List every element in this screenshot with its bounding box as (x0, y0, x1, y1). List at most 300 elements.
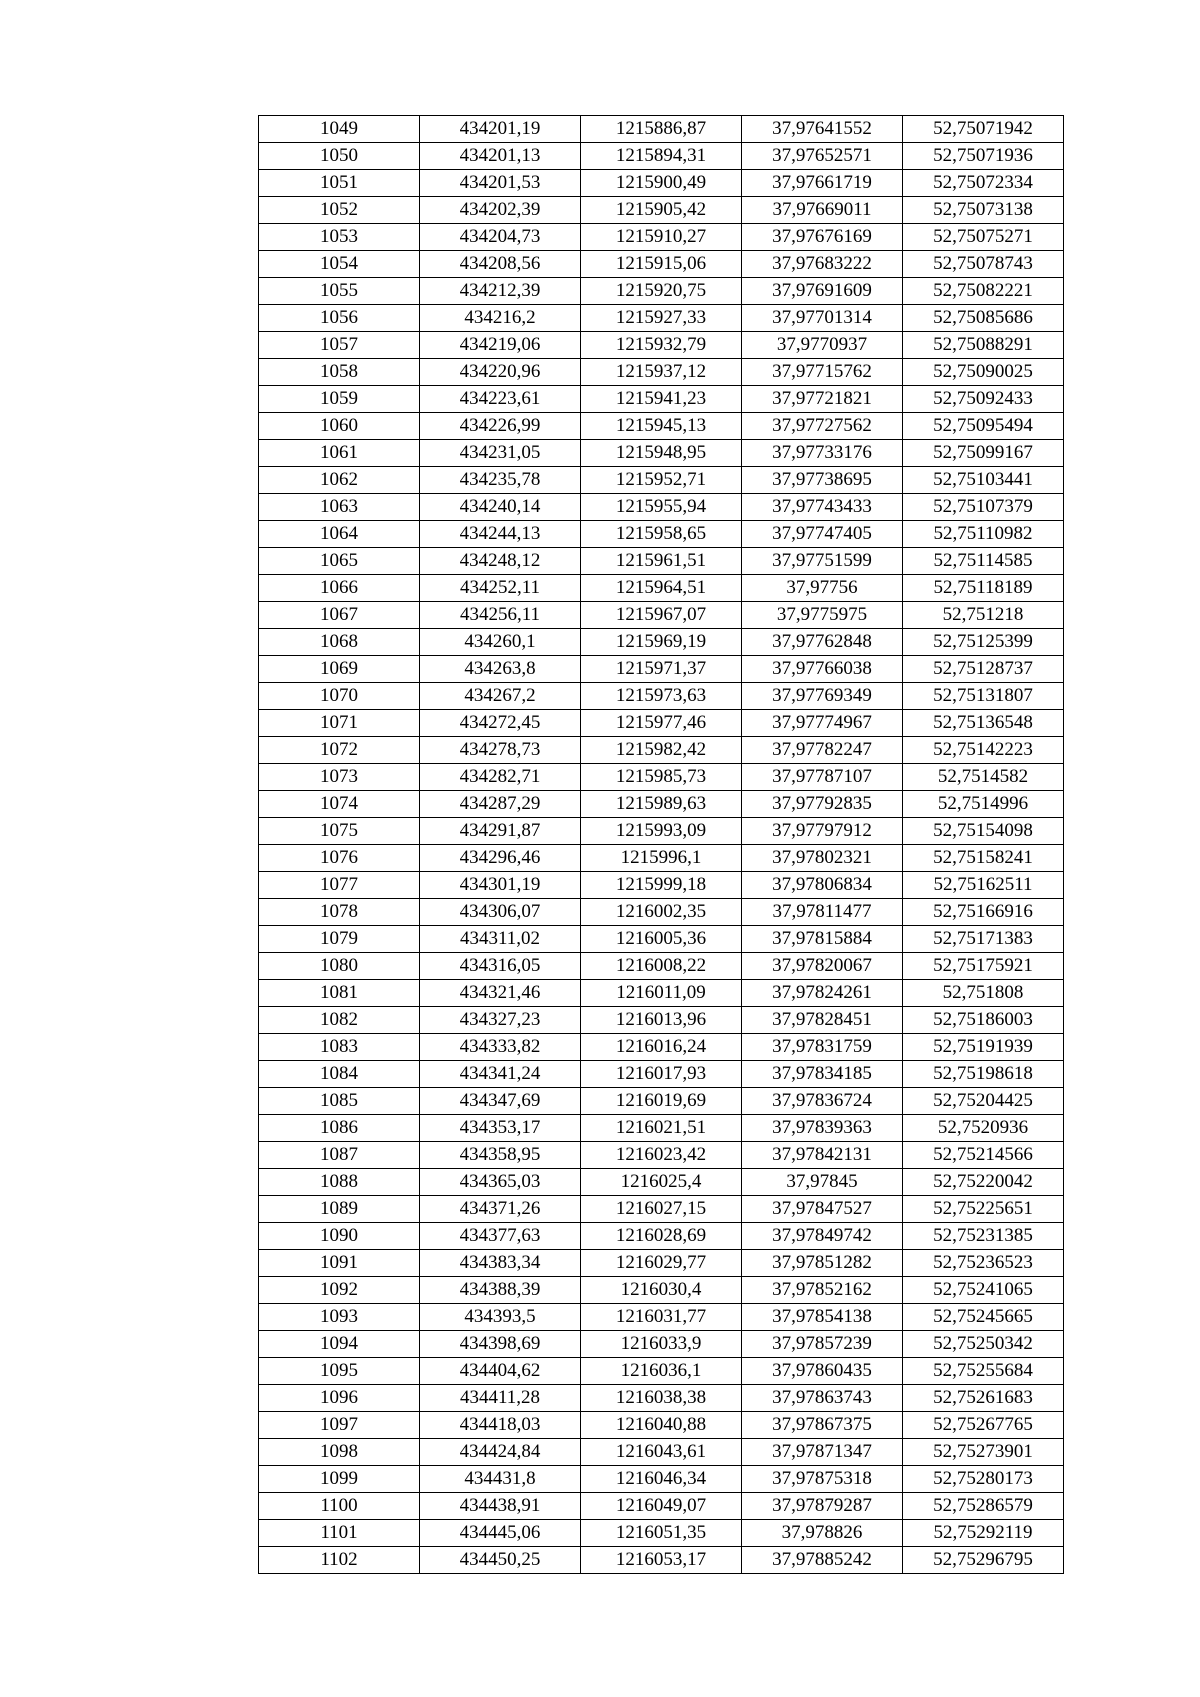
latitude-cell: 37,978826 (742, 1520, 903, 1547)
latitude-cell: 37,97683222 (742, 251, 903, 278)
latitude-cell: 37,97715762 (742, 359, 903, 386)
longitude-cell: 52,75241065 (903, 1277, 1064, 1304)
longitude-cell: 52,75296795 (903, 1547, 1064, 1574)
x-coordinate-cell: 434383,34 (420, 1250, 581, 1277)
latitude-cell: 37,97652571 (742, 143, 903, 170)
point-number-cell: 1079 (259, 926, 420, 953)
y-coordinate-cell: 1216017,93 (581, 1061, 742, 1088)
longitude-cell: 52,75186003 (903, 1007, 1064, 1034)
x-coordinate-cell: 434263,8 (420, 656, 581, 683)
table-row (259, 926, 1064, 953)
x-coordinate-cell: 434365,03 (420, 1169, 581, 1196)
latitude-cell: 37,97852162 (742, 1277, 903, 1304)
point-number-cell: 1081 (259, 980, 420, 1007)
point-number-cell: 1062 (259, 467, 420, 494)
latitude-cell: 37,97661719 (742, 170, 903, 197)
longitude-cell: 52,75171383 (903, 926, 1064, 953)
latitude-cell: 37,97782247 (742, 737, 903, 764)
y-coordinate-cell: 1215977,46 (581, 710, 742, 737)
point-number-cell: 1083 (259, 1034, 420, 1061)
x-coordinate-cell: 434301,19 (420, 872, 581, 899)
table-row (259, 1142, 1064, 1169)
longitude-cell: 52,75214566 (903, 1142, 1064, 1169)
y-coordinate-cell: 1216031,77 (581, 1304, 742, 1331)
table-row (259, 629, 1064, 656)
point-number-cell: 1063 (259, 494, 420, 521)
point-number-cell: 1049 (259, 116, 420, 143)
y-coordinate-cell: 1216040,88 (581, 1412, 742, 1439)
longitude-cell: 52,75273901 (903, 1439, 1064, 1466)
y-coordinate-cell: 1216011,09 (581, 980, 742, 1007)
table-row (259, 170, 1064, 197)
point-number-cell: 1090 (259, 1223, 420, 1250)
y-coordinate-cell: 1215941,23 (581, 386, 742, 413)
point-number-cell: 1053 (259, 224, 420, 251)
point-number-cell: 1055 (259, 278, 420, 305)
table-row (259, 845, 1064, 872)
point-number-cell: 1096 (259, 1385, 420, 1412)
longitude-cell: 52,75090025 (903, 359, 1064, 386)
point-number-cell: 1082 (259, 1007, 420, 1034)
x-coordinate-cell: 434431,8 (420, 1466, 581, 1493)
latitude-cell: 37,97721821 (742, 386, 903, 413)
y-coordinate-cell: 1215993,09 (581, 818, 742, 845)
x-coordinate-cell: 434202,39 (420, 197, 581, 224)
point-number-cell: 1085 (259, 1088, 420, 1115)
x-coordinate-cell: 434347,69 (420, 1088, 581, 1115)
latitude-cell: 37,97879287 (742, 1493, 903, 1520)
latitude-cell: 37,97871347 (742, 1439, 903, 1466)
y-coordinate-cell: 1215982,42 (581, 737, 742, 764)
longitude-cell: 52,75175921 (903, 953, 1064, 980)
table-row (259, 764, 1064, 791)
point-number-cell: 1069 (259, 656, 420, 683)
y-coordinate-cell: 1215886,87 (581, 116, 742, 143)
table-row (259, 1331, 1064, 1358)
point-number-cell: 1077 (259, 872, 420, 899)
y-coordinate-cell: 1216002,35 (581, 899, 742, 926)
x-coordinate-cell: 434226,99 (420, 413, 581, 440)
latitude-cell: 37,97669011 (742, 197, 903, 224)
latitude-cell: 37,97824261 (742, 980, 903, 1007)
latitude-cell: 37,97849742 (742, 1223, 903, 1250)
latitude-cell: 37,9775975 (742, 602, 903, 629)
x-coordinate-cell: 434267,2 (420, 683, 581, 710)
y-coordinate-cell: 1216028,69 (581, 1223, 742, 1250)
table-row (259, 1385, 1064, 1412)
y-coordinate-cell: 1215920,75 (581, 278, 742, 305)
latitude-cell: 37,97676169 (742, 224, 903, 251)
longitude-cell: 52,751808 (903, 980, 1064, 1007)
table-row (259, 521, 1064, 548)
y-coordinate-cell: 1216038,38 (581, 1385, 742, 1412)
x-coordinate-cell: 434201,13 (420, 143, 581, 170)
point-number-cell: 1080 (259, 953, 420, 980)
y-coordinate-cell: 1215973,63 (581, 683, 742, 710)
point-number-cell: 1094 (259, 1331, 420, 1358)
y-coordinate-cell: 1216021,51 (581, 1115, 742, 1142)
table-row (259, 224, 1064, 251)
longitude-cell: 52,75261683 (903, 1385, 1064, 1412)
latitude-cell: 37,97847527 (742, 1196, 903, 1223)
longitude-cell: 52,75280173 (903, 1466, 1064, 1493)
table-row (259, 737, 1064, 764)
longitude-cell: 52,75231385 (903, 1223, 1064, 1250)
x-coordinate-cell: 434321,46 (420, 980, 581, 1007)
longitude-cell: 52,75204425 (903, 1088, 1064, 1115)
y-coordinate-cell: 1215894,31 (581, 143, 742, 170)
table-row (259, 710, 1064, 737)
y-coordinate-cell: 1216019,69 (581, 1088, 742, 1115)
longitude-cell: 52,75118189 (903, 575, 1064, 602)
x-coordinate-cell: 434282,71 (420, 764, 581, 791)
x-coordinate-cell: 434445,06 (420, 1520, 581, 1547)
point-number-cell: 1052 (259, 197, 420, 224)
latitude-cell: 37,97641552 (742, 116, 903, 143)
latitude-cell: 37,97820067 (742, 953, 903, 980)
table-row (259, 197, 1064, 224)
x-coordinate-cell: 434418,03 (420, 1412, 581, 1439)
table-row (259, 413, 1064, 440)
table-row (259, 575, 1064, 602)
y-coordinate-cell: 1215952,71 (581, 467, 742, 494)
latitude-cell: 37,97774967 (742, 710, 903, 737)
y-coordinate-cell: 1216008,22 (581, 953, 742, 980)
x-coordinate-cell: 434377,63 (420, 1223, 581, 1250)
table-row (259, 1439, 1064, 1466)
x-coordinate-cell: 434260,1 (420, 629, 581, 656)
point-number-cell: 1066 (259, 575, 420, 602)
table-row (259, 359, 1064, 386)
longitude-cell: 52,75110982 (903, 521, 1064, 548)
latitude-cell: 37,97845 (742, 1169, 903, 1196)
point-number-cell: 1058 (259, 359, 420, 386)
point-number-cell: 1087 (259, 1142, 420, 1169)
longitude-cell: 52,75092433 (903, 386, 1064, 413)
x-coordinate-cell: 434201,53 (420, 170, 581, 197)
y-coordinate-cell: 1216046,34 (581, 1466, 742, 1493)
point-number-cell: 1071 (259, 710, 420, 737)
y-coordinate-cell: 1215958,65 (581, 521, 742, 548)
latitude-cell: 37,97691609 (742, 278, 903, 305)
y-coordinate-cell: 1215961,51 (581, 548, 742, 575)
longitude-cell: 52,7514582 (903, 764, 1064, 791)
point-number-cell: 1076 (259, 845, 420, 872)
table-row (259, 386, 1064, 413)
longitude-cell: 52,7520936 (903, 1115, 1064, 1142)
table-row (259, 683, 1064, 710)
point-number-cell: 1072 (259, 737, 420, 764)
x-coordinate-cell: 434291,87 (420, 818, 581, 845)
longitude-cell: 52,75128737 (903, 656, 1064, 683)
x-coordinate-cell: 434216,2 (420, 305, 581, 332)
table-row (259, 251, 1064, 278)
table-row (259, 1358, 1064, 1385)
y-coordinate-cell: 1215996,1 (581, 845, 742, 872)
table-row (259, 872, 1064, 899)
y-coordinate-cell: 1215971,37 (581, 656, 742, 683)
latitude-cell: 37,97839363 (742, 1115, 903, 1142)
point-number-cell: 1095 (259, 1358, 420, 1385)
table-row (259, 1061, 1064, 1088)
point-number-cell: 1060 (259, 413, 420, 440)
latitude-cell: 37,97815884 (742, 926, 903, 953)
latitude-cell: 37,97831759 (742, 1034, 903, 1061)
x-coordinate-cell: 434231,05 (420, 440, 581, 467)
longitude-cell: 52,75154098 (903, 818, 1064, 845)
point-number-cell: 1091 (259, 1250, 420, 1277)
x-coordinate-cell: 434204,73 (420, 224, 581, 251)
table-row (259, 980, 1064, 1007)
x-coordinate-cell: 434235,78 (420, 467, 581, 494)
table-row (259, 899, 1064, 926)
x-coordinate-cell: 434404,62 (420, 1358, 581, 1385)
x-coordinate-cell: 434220,96 (420, 359, 581, 386)
point-number-cell: 1074 (259, 791, 420, 818)
y-coordinate-cell: 1215985,73 (581, 764, 742, 791)
x-coordinate-cell: 434272,45 (420, 710, 581, 737)
point-number-cell: 1059 (259, 386, 420, 413)
latitude-cell: 37,97769349 (742, 683, 903, 710)
latitude-cell: 37,97842131 (742, 1142, 903, 1169)
y-coordinate-cell: 1216053,17 (581, 1547, 742, 1574)
longitude-cell: 52,75198618 (903, 1061, 1064, 1088)
x-coordinate-cell: 434393,5 (420, 1304, 581, 1331)
x-coordinate-cell: 434223,61 (420, 386, 581, 413)
latitude-cell: 37,97743433 (742, 494, 903, 521)
x-coordinate-cell: 434240,14 (420, 494, 581, 521)
longitude-cell: 52,75236523 (903, 1250, 1064, 1277)
table-row (259, 1304, 1064, 1331)
point-number-cell: 1073 (259, 764, 420, 791)
table-row (259, 305, 1064, 332)
longitude-cell: 52,751218 (903, 602, 1064, 629)
latitude-cell: 37,97836724 (742, 1088, 903, 1115)
y-coordinate-cell: 1215937,12 (581, 359, 742, 386)
x-coordinate-cell: 434311,02 (420, 926, 581, 953)
longitude-cell: 52,75142223 (903, 737, 1064, 764)
point-number-cell: 1098 (259, 1439, 420, 1466)
y-coordinate-cell: 1216027,15 (581, 1196, 742, 1223)
point-number-cell: 1100 (259, 1493, 420, 1520)
table-row (259, 278, 1064, 305)
latitude-cell: 37,97756 (742, 575, 903, 602)
latitude-cell: 37,97762848 (742, 629, 903, 656)
y-coordinate-cell: 1215948,95 (581, 440, 742, 467)
table-row (259, 494, 1064, 521)
x-coordinate-cell: 434398,69 (420, 1331, 581, 1358)
point-number-cell: 1075 (259, 818, 420, 845)
table-row (259, 1034, 1064, 1061)
longitude-cell: 52,75292119 (903, 1520, 1064, 1547)
latitude-cell: 37,97792835 (742, 791, 903, 818)
x-coordinate-cell: 434248,12 (420, 548, 581, 575)
point-number-cell: 1078 (259, 899, 420, 926)
longitude-cell: 52,75220042 (903, 1169, 1064, 1196)
y-coordinate-cell: 1216016,24 (581, 1034, 742, 1061)
table-row (259, 116, 1064, 143)
x-coordinate-cell: 434358,95 (420, 1142, 581, 1169)
y-coordinate-cell: 1216029,77 (581, 1250, 742, 1277)
latitude-cell: 37,97860435 (742, 1358, 903, 1385)
longitude-cell: 52,75099167 (903, 440, 1064, 467)
y-coordinate-cell: 1216025,4 (581, 1169, 742, 1196)
longitude-cell: 52,75078743 (903, 251, 1064, 278)
latitude-cell: 37,97834185 (742, 1061, 903, 1088)
y-coordinate-cell: 1216036,1 (581, 1358, 742, 1385)
latitude-cell: 37,97885242 (742, 1547, 903, 1574)
latitude-cell: 37,97787107 (742, 764, 903, 791)
longitude-cell: 52,75158241 (903, 845, 1064, 872)
coordinates-table (258, 115, 1064, 1574)
latitude-cell: 37,97727562 (742, 413, 903, 440)
point-number-cell: 1101 (259, 1520, 420, 1547)
y-coordinate-cell: 1215945,13 (581, 413, 742, 440)
point-number-cell: 1099 (259, 1466, 420, 1493)
table-row (259, 1250, 1064, 1277)
x-coordinate-cell: 434212,39 (420, 278, 581, 305)
coordinates-table-body (259, 116, 1064, 1574)
longitude-cell: 52,75072334 (903, 170, 1064, 197)
table-row (259, 1466, 1064, 1493)
latitude-cell: 37,97854138 (742, 1304, 903, 1331)
table-row (259, 1196, 1064, 1223)
table-row (259, 1169, 1064, 1196)
longitude-cell: 52,75245665 (903, 1304, 1064, 1331)
point-number-cell: 1064 (259, 521, 420, 548)
table-row (259, 791, 1064, 818)
longitude-cell: 52,75088291 (903, 332, 1064, 359)
table-row (259, 1007, 1064, 1034)
latitude-cell: 37,9770937 (742, 332, 903, 359)
y-coordinate-cell: 1216051,35 (581, 1520, 742, 1547)
y-coordinate-cell: 1215969,19 (581, 629, 742, 656)
longitude-cell: 52,75125399 (903, 629, 1064, 656)
x-coordinate-cell: 434424,84 (420, 1439, 581, 1466)
latitude-cell: 37,97806834 (742, 872, 903, 899)
x-coordinate-cell: 434388,39 (420, 1277, 581, 1304)
point-number-cell: 1102 (259, 1547, 420, 1574)
longitude-cell: 52,75136548 (903, 710, 1064, 737)
latitude-cell: 37,97751599 (742, 548, 903, 575)
table-row (259, 656, 1064, 683)
x-coordinate-cell: 434244,13 (420, 521, 581, 548)
table-row (259, 1493, 1064, 1520)
table-row (259, 602, 1064, 629)
latitude-cell: 37,97863743 (742, 1385, 903, 1412)
y-coordinate-cell: 1215964,51 (581, 575, 742, 602)
point-number-cell: 1093 (259, 1304, 420, 1331)
point-number-cell: 1061 (259, 440, 420, 467)
longitude-cell: 52,75131807 (903, 683, 1064, 710)
x-coordinate-cell: 434450,25 (420, 1547, 581, 1574)
point-number-cell: 1092 (259, 1277, 420, 1304)
point-number-cell: 1054 (259, 251, 420, 278)
table-row (259, 1520, 1064, 1547)
longitude-cell: 52,75103441 (903, 467, 1064, 494)
y-coordinate-cell: 1216005,36 (581, 926, 742, 953)
x-coordinate-cell: 434208,56 (420, 251, 581, 278)
longitude-cell: 52,75107379 (903, 494, 1064, 521)
y-coordinate-cell: 1216013,96 (581, 1007, 742, 1034)
table-row (259, 818, 1064, 845)
longitude-cell: 52,7514996 (903, 791, 1064, 818)
latitude-cell: 37,97766038 (742, 656, 903, 683)
point-number-cell: 1088 (259, 1169, 420, 1196)
y-coordinate-cell: 1216049,07 (581, 1493, 742, 1520)
x-coordinate-cell: 434371,26 (420, 1196, 581, 1223)
longitude-cell: 52,75225651 (903, 1196, 1064, 1223)
x-coordinate-cell: 434327,23 (420, 1007, 581, 1034)
longitude-cell: 52,75166916 (903, 899, 1064, 926)
latitude-cell: 37,97857239 (742, 1331, 903, 1358)
x-coordinate-cell: 434256,11 (420, 602, 581, 629)
point-number-cell: 1068 (259, 629, 420, 656)
latitude-cell: 37,97797912 (742, 818, 903, 845)
longitude-cell: 52,75250342 (903, 1331, 1064, 1358)
table-row (259, 467, 1064, 494)
x-coordinate-cell: 434219,06 (420, 332, 581, 359)
x-coordinate-cell: 434353,17 (420, 1115, 581, 1142)
longitude-cell: 52,75071936 (903, 143, 1064, 170)
latitude-cell: 37,97828451 (742, 1007, 903, 1034)
y-coordinate-cell: 1216023,42 (581, 1142, 742, 1169)
table-row (259, 143, 1064, 170)
y-coordinate-cell: 1216030,4 (581, 1277, 742, 1304)
y-coordinate-cell: 1215927,33 (581, 305, 742, 332)
table-row (259, 332, 1064, 359)
y-coordinate-cell: 1215905,42 (581, 197, 742, 224)
point-number-cell: 1067 (259, 602, 420, 629)
table-row (259, 953, 1064, 980)
x-coordinate-cell: 434306,07 (420, 899, 581, 926)
latitude-cell: 37,97733176 (742, 440, 903, 467)
latitude-cell: 37,97747405 (742, 521, 903, 548)
longitude-cell: 52,75286579 (903, 1493, 1064, 1520)
y-coordinate-cell: 1216033,9 (581, 1331, 742, 1358)
point-number-cell: 1086 (259, 1115, 420, 1142)
point-number-cell: 1089 (259, 1196, 420, 1223)
table-row (259, 1223, 1064, 1250)
latitude-cell: 37,97811477 (742, 899, 903, 926)
x-coordinate-cell: 434341,24 (420, 1061, 581, 1088)
table-row (259, 1412, 1064, 1439)
x-coordinate-cell: 434287,29 (420, 791, 581, 818)
longitude-cell: 52,75095494 (903, 413, 1064, 440)
y-coordinate-cell: 1215999,18 (581, 872, 742, 899)
y-coordinate-cell: 1215955,94 (581, 494, 742, 521)
x-coordinate-cell: 434296,46 (420, 845, 581, 872)
y-coordinate-cell: 1216043,61 (581, 1439, 742, 1466)
table-row (259, 1547, 1064, 1574)
x-coordinate-cell: 434333,82 (420, 1034, 581, 1061)
table-row (259, 1115, 1064, 1142)
point-number-cell: 1070 (259, 683, 420, 710)
x-coordinate-cell: 434201,19 (420, 116, 581, 143)
longitude-cell: 52,75075271 (903, 224, 1064, 251)
table-row (259, 548, 1064, 575)
longitude-cell: 52,75191939 (903, 1034, 1064, 1061)
y-coordinate-cell: 1215900,49 (581, 170, 742, 197)
y-coordinate-cell: 1215989,63 (581, 791, 742, 818)
point-number-cell: 1057 (259, 332, 420, 359)
longitude-cell: 52,75071942 (903, 116, 1064, 143)
y-coordinate-cell: 1215915,06 (581, 251, 742, 278)
longitude-cell: 52,75162511 (903, 872, 1064, 899)
longitude-cell: 52,75114585 (903, 548, 1064, 575)
latitude-cell: 37,97701314 (742, 305, 903, 332)
latitude-cell: 37,97851282 (742, 1250, 903, 1277)
